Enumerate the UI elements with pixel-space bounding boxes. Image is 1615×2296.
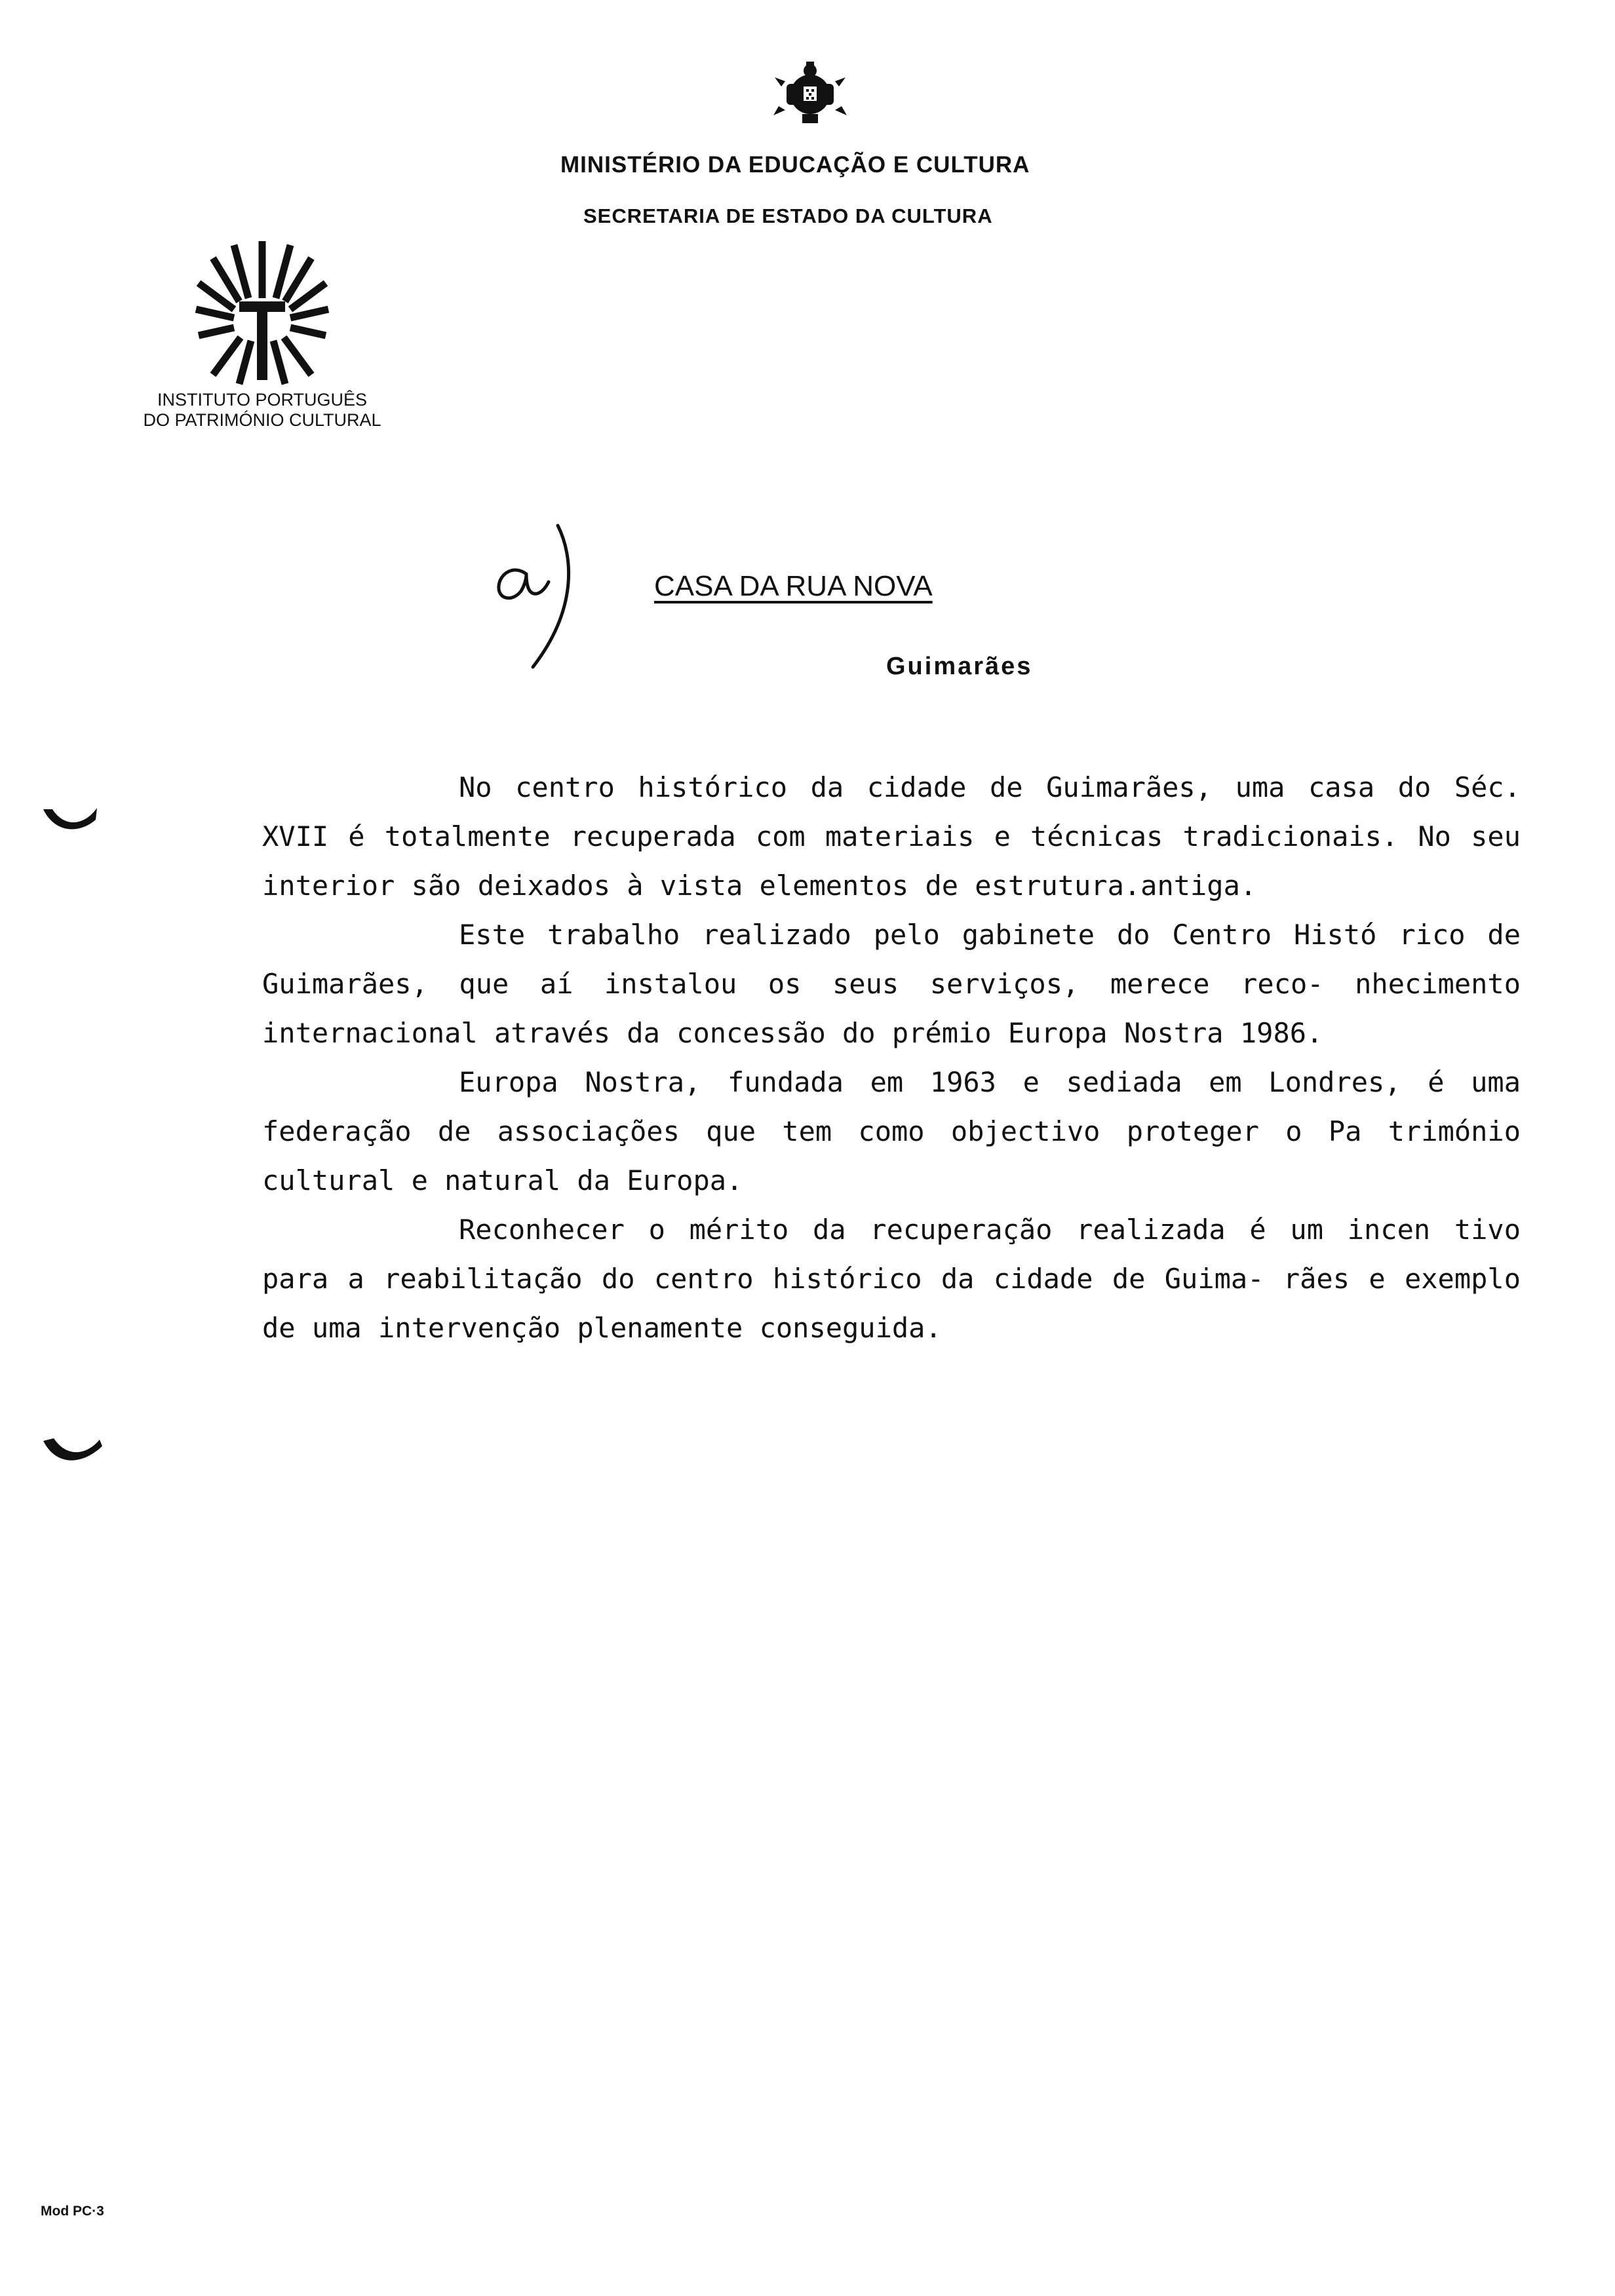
form-code: Mod PC·3 (41, 2204, 104, 2219)
paragraph-2: Este trabalho realizado pelo gabinete do Centro Histó rico de Guimarães, que aí instalou os seus serviços, merece reco- nhecimento internacional através da concessão do prémio Europa Nostra 1986. (262, 919, 1521, 1049)
institute-name-line-2: DO PATRIMÓNIO CULTURAL (143, 410, 381, 430)
institute-name-line-1: INSTITUTO PORTUGUÊS (157, 390, 368, 410)
body-text (262, 763, 1521, 1352)
document-subtitle: Guimarães (886, 653, 1033, 680)
institute-name (105, 390, 419, 430)
paragraph-1: No centro histórico da cidade de Guimarães, uma casa do Séc. XVII é totalmente recuperada com materiais e técnicas tradicionais. No seu interior são deixados à vista elementos de estrutura.antiga. (262, 771, 1521, 902)
handwritten-annotation (488, 518, 587, 675)
ministry-name: MINISTÉRIO DA EDUCAÇÃO E CULTURA (560, 152, 1030, 178)
document-title: CASA DA RUA NOVA (654, 570, 933, 602)
coat-of-arms-emblem (772, 60, 848, 126)
institute-logo (193, 236, 331, 387)
margin-mark-icon (41, 1432, 106, 1471)
margin-mark-icon (41, 803, 100, 842)
paragraph-4: Reconhecer o mérito da recuperação realizada é um incen tivo para a reabilitação do centro histórico da cidade de Guima- rães e exemplo de uma intervenção plenamente conseguida. (262, 1214, 1521, 1344)
paragraph-3: Europa Nostra, fundada em 1963 e sediada em Londres, é uma federação de associações que tem como objectivo proteger o Pa trimónio cultural e natural da Europa. (262, 1066, 1521, 1196)
secretariat-name: SECRETARIA DE ESTADO DA CULTURA (583, 204, 993, 227)
